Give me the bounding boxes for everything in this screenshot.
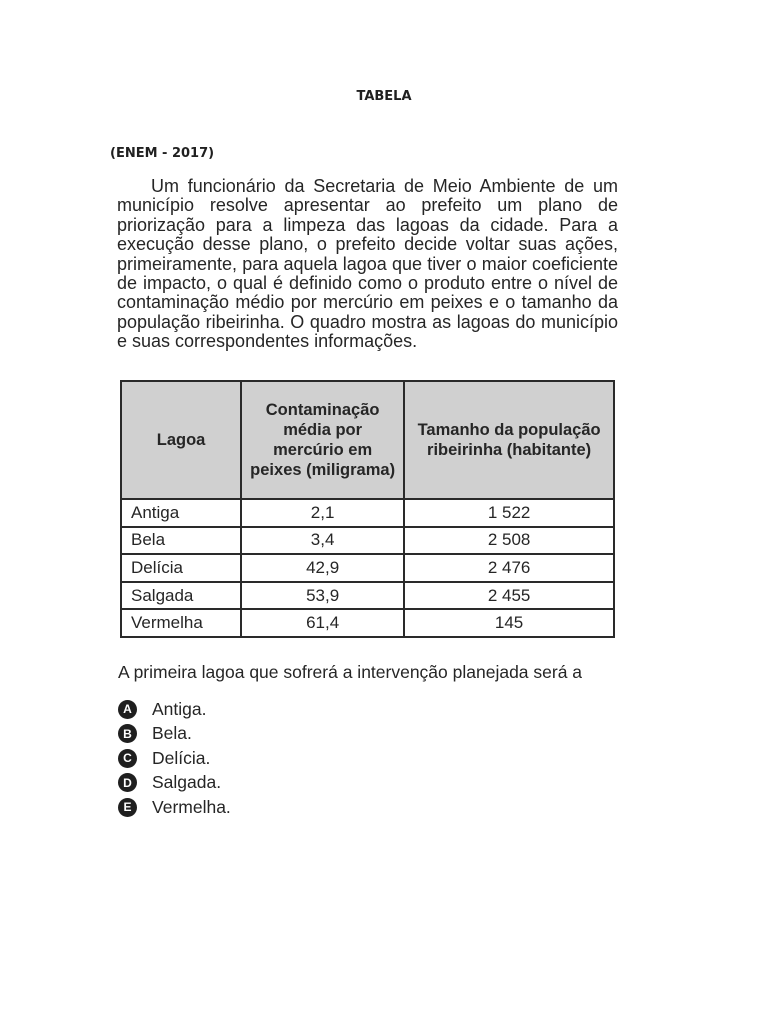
table-row xyxy=(121,609,614,637)
cell-population: 2 476 xyxy=(404,554,614,582)
table-row xyxy=(121,527,614,555)
cell-contamination: 42,9 xyxy=(241,554,404,582)
option-letter-icon: E xyxy=(118,798,137,817)
header-population xyxy=(404,381,614,499)
table-row xyxy=(121,554,614,582)
option-text: Antiga. xyxy=(152,698,207,719)
page-title: TABELA xyxy=(356,89,412,104)
cell-lagoa: Salgada xyxy=(121,582,241,610)
option-d[interactable] xyxy=(118,771,231,796)
table-row xyxy=(121,582,614,610)
header-contamination xyxy=(241,381,404,499)
header-population-text: Tamanho da população ribeirinha (habitante) xyxy=(417,421,601,459)
cell-lagoa: Delícia xyxy=(121,554,241,582)
cell-contamination: 3,4 xyxy=(241,527,404,555)
table-header-row xyxy=(121,381,614,499)
option-b[interactable] xyxy=(118,722,231,747)
header-lagoa: Lagoa xyxy=(121,381,241,499)
cell-contamination: 2,1 xyxy=(241,499,404,527)
option-letter-icon: A xyxy=(118,700,137,719)
option-letter-icon: D xyxy=(118,773,137,792)
cell-lagoa: Vermelha xyxy=(121,609,241,637)
question-statement xyxy=(117,177,618,352)
exam-source: (ENEM - 2017) xyxy=(110,146,215,161)
question-prompt: A primeira lagoa que sofrerá a intervenção planejada será a xyxy=(118,662,583,682)
option-text: Vermelha. xyxy=(152,796,231,817)
option-letter-icon: B xyxy=(118,724,137,743)
cell-population: 2 508 xyxy=(404,527,614,555)
cell-population: 1 522 xyxy=(404,499,614,527)
answer-options xyxy=(118,697,231,820)
statement-text: Um funcionário da Secretaria de Meio Ambiente de um município resolve apresentar ao prefeito um plano de priorização para a limpeza das lagoas da cidade. Para a execução desse plano, o prefeito decide voltar suas ações, primeiramente, para aquela lagoa que tiver o maior coeficiente de impacto, o qual é definido como o produto entre o nível de contaminação médio por mercúrio em peixes e o tamanho da população ribeirinha. O quadro mostra as lagoas do município e suas correspondentes informações. xyxy=(117,176,618,352)
option-a[interactable] xyxy=(118,697,231,722)
lagoons-table xyxy=(120,380,615,638)
header-contamination-text: Contaminação média por mercúrio em peixes (miligrama) xyxy=(250,401,396,479)
cell-lagoa: Bela xyxy=(121,527,241,555)
cell-contamination: 53,9 xyxy=(241,582,404,610)
cell-population: 2 455 xyxy=(404,582,614,610)
option-text: Bela. xyxy=(152,723,192,744)
cell-contamination: 61,4 xyxy=(241,609,404,637)
cell-lagoa: Antiga xyxy=(121,499,241,527)
cell-population: 145 xyxy=(404,609,614,637)
option-letter-icon: C xyxy=(118,749,137,768)
option-c[interactable] xyxy=(118,746,231,771)
table-row xyxy=(121,499,614,527)
option-text: Salgada. xyxy=(152,772,222,793)
option-text: Delícia. xyxy=(152,747,211,768)
option-e[interactable] xyxy=(118,795,231,820)
